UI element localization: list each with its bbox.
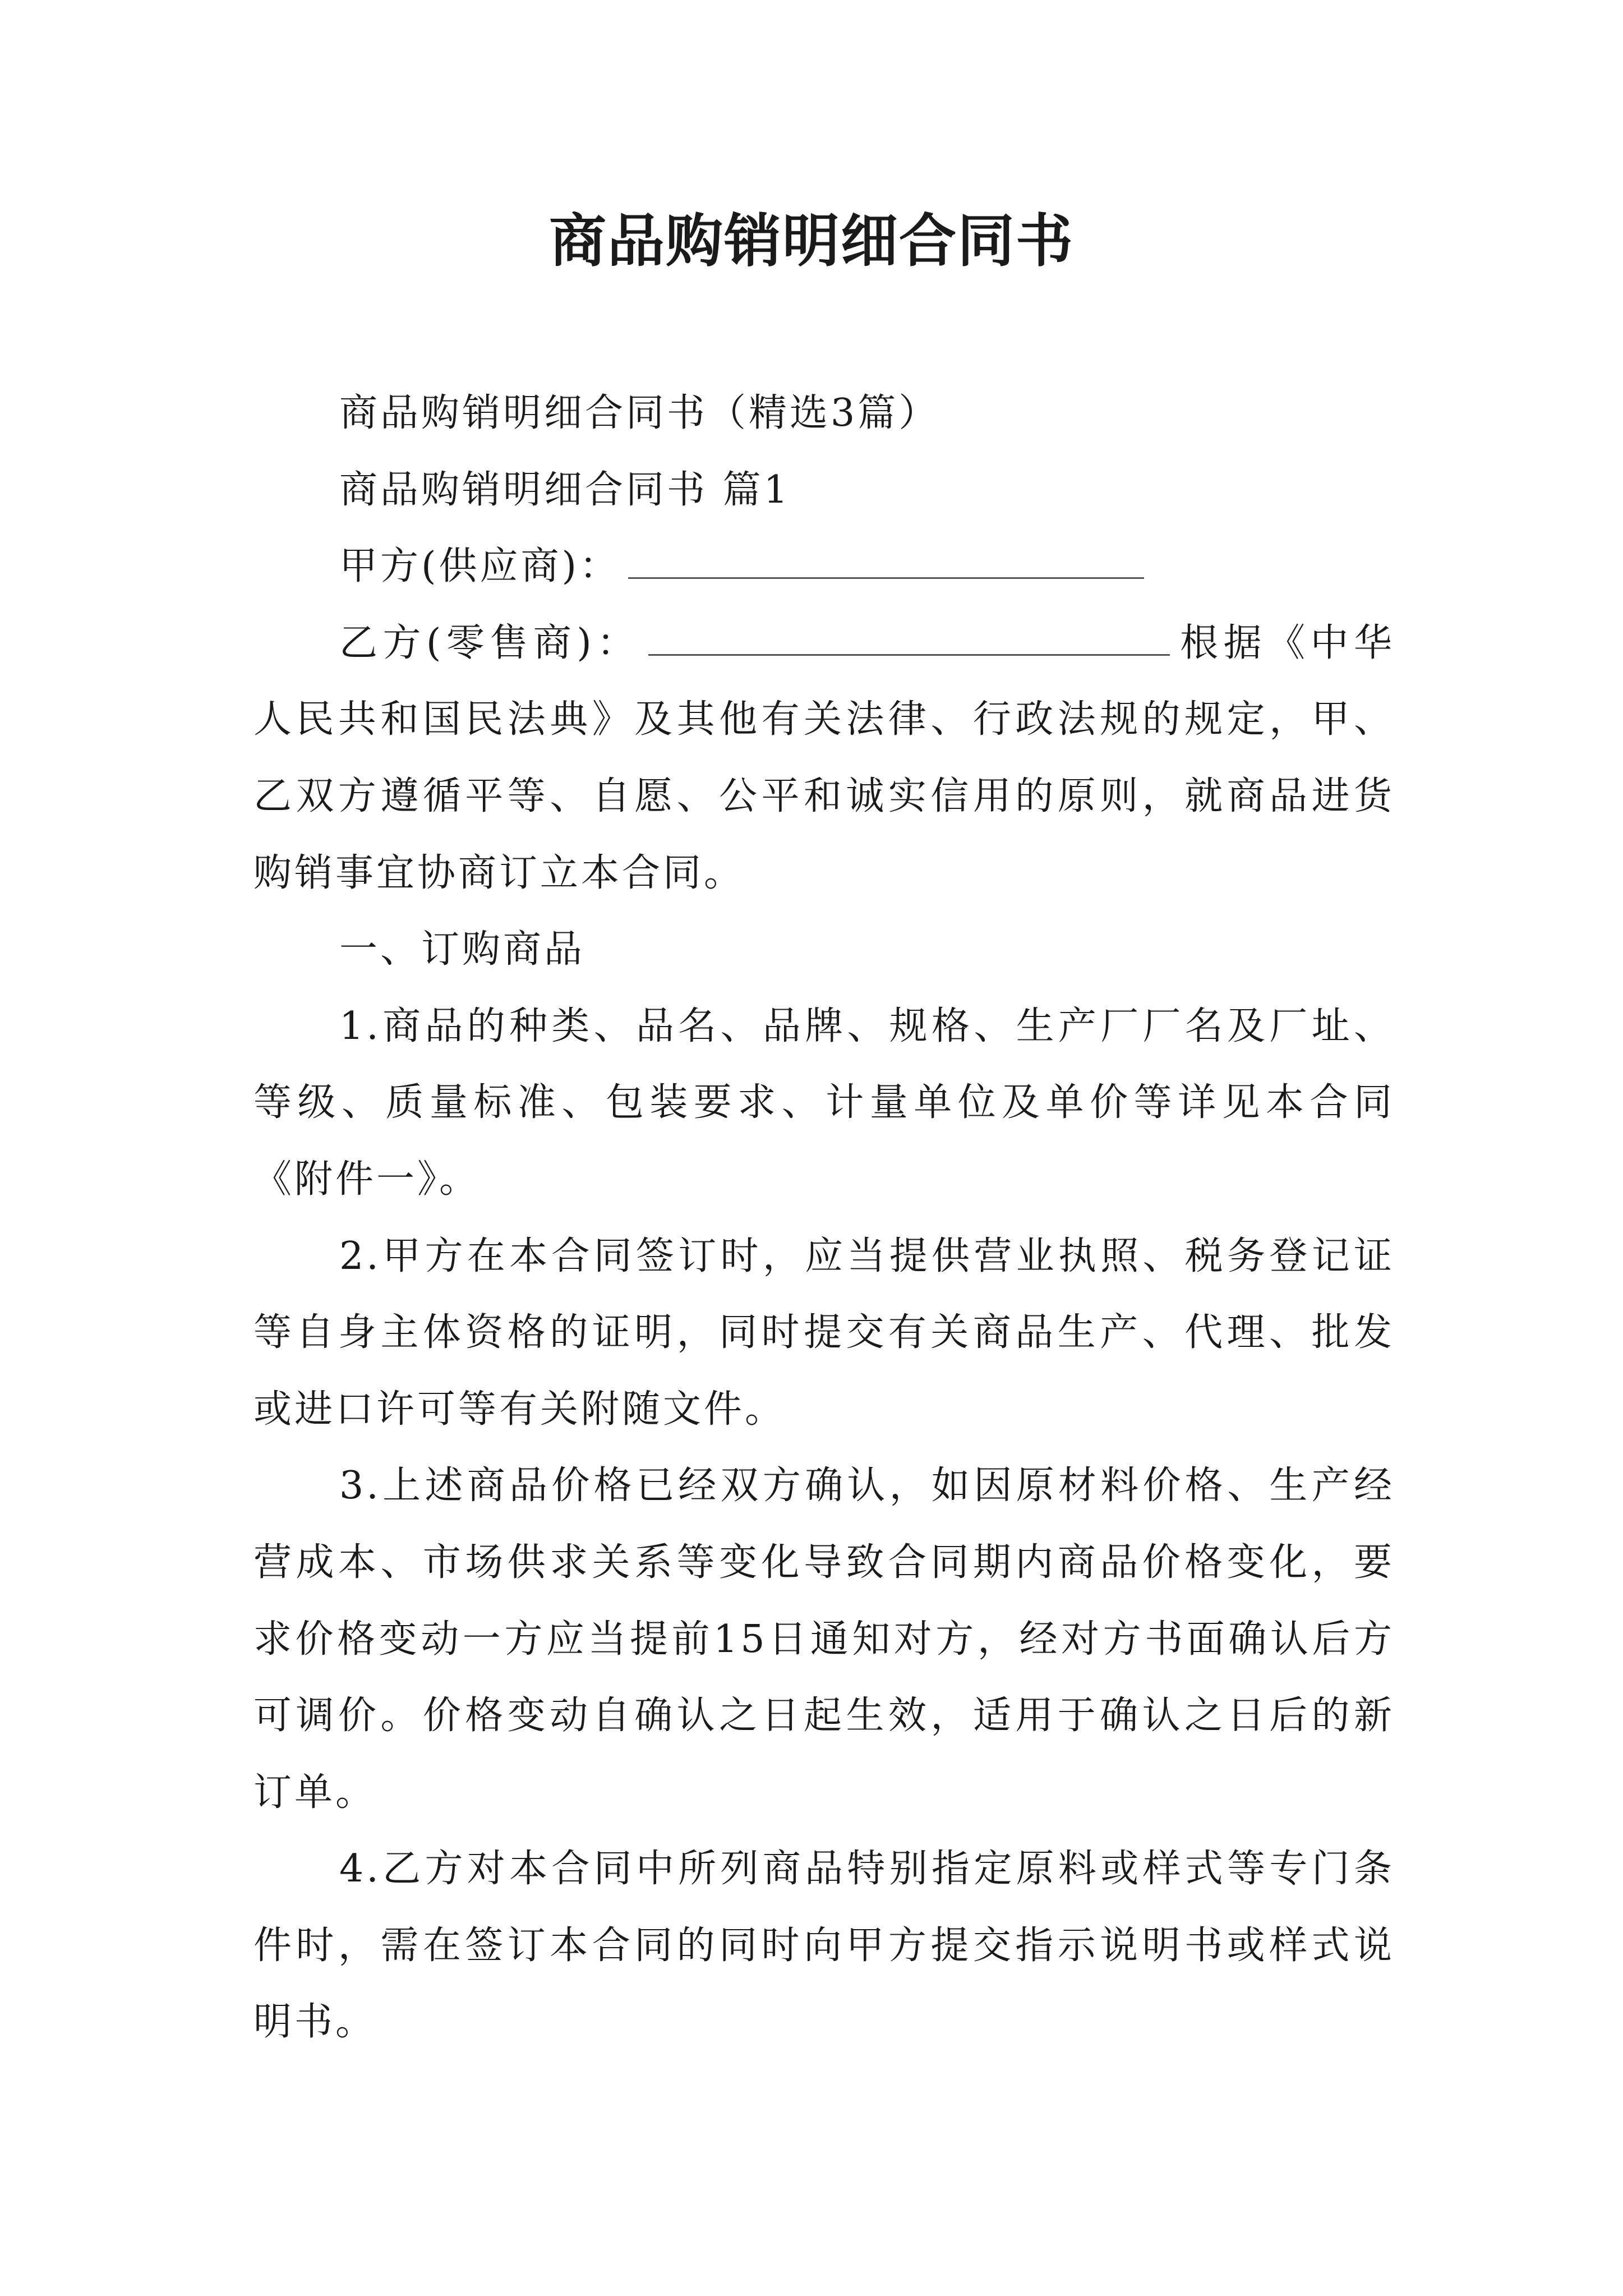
item-3-paragraph: 3.上述商品价格已经双方确认，如因原材料价格、生产经营成本、市场供求关系等变化导致合同期内商品价格变化，要求价格变动一方应当提前15日通知对方，经对方书面确认后方可调价。价格变动自确认之日起生效，适用于确认之日后的新订单。 <box>253 1464 1395 1815</box>
party-a-line <box>253 528 1395 605</box>
party-a-label: 甲方(供应商)： <box>339 544 621 589</box>
party-b-paragraph <box>253 605 1395 912</box>
item-2-paragraph: 2.甲方在本合同签订时，应当提供营业执照、税务登记证等自身主体资格的证明，同时提交有关商品生产、代理、批发或进口许可等有关附随文件。 <box>253 1234 1395 1432</box>
party-b-blank[interactable] <box>648 626 1170 656</box>
party-b-text: 根据《中华人民共和国民法典》及其他有关法律、行政法规的规定，甲、乙双方遵循平等、自愿、公平和诚实信用的原则，就商品进货购销事宜协商订立本合同。 <box>253 620 1395 895</box>
party-b-label: 乙方(零售商)： <box>339 620 640 665</box>
document-body <box>253 375 1395 2061</box>
party-a-blank[interactable] <box>628 549 1144 579</box>
article-heading: 商品购销明细合同书 篇1 <box>339 467 791 512</box>
section-1-heading: 一、订购商品 <box>339 927 585 972</box>
document-subtitle: 商品购销明细合同书（精选3篇） <box>339 391 940 435</box>
document-title: 商品购销明细合同书 <box>549 208 1074 275</box>
item-1-paragraph: 1.商品的种类、品名、品牌、规格、生产厂厂名及厂址、等级、质量标准、包装要求、计量单位及单价等详见本合同《附件一》。 <box>253 1004 1395 1202</box>
item-4-paragraph: 4.乙方对本合同中所列商品特别指定原料或样式等专门条件时，需在签订本合同的同时向甲方提交指示说明书或样式说明书。 <box>253 1847 1395 2045</box>
